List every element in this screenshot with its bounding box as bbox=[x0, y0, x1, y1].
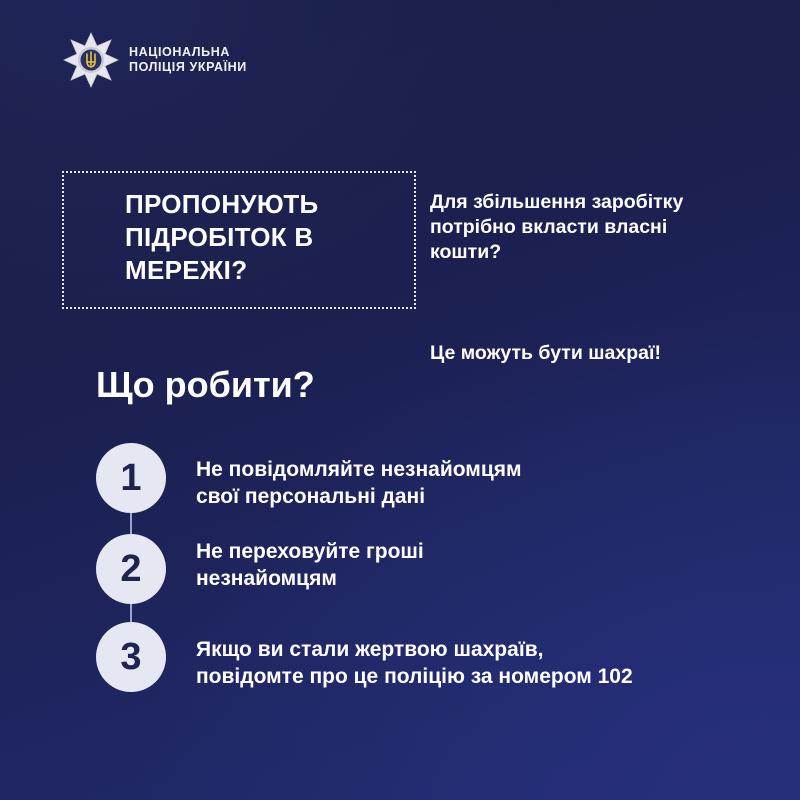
side-question-line: кошти? bbox=[430, 241, 502, 263]
step-3-line: Якщо ви стали жертвою шахраїв, bbox=[196, 638, 544, 661]
step-3-text bbox=[196, 636, 633, 690]
police-star-emblem-icon bbox=[63, 32, 119, 88]
step-1-line: Не повідомляйте незнайомцям bbox=[196, 458, 522, 481]
side-question-line: Для збільшення заробітку bbox=[430, 191, 684, 213]
side-question bbox=[430, 190, 790, 265]
step-1-line: свої персональні дані bbox=[196, 485, 426, 508]
step-2-line: незнайомцям bbox=[196, 567, 337, 590]
logo-line-2: ПОЛІЦІЯ УКРАЇНИ bbox=[129, 60, 247, 74]
step-2-circle: 2 bbox=[96, 534, 166, 604]
logo-text bbox=[129, 45, 247, 75]
step-1-circle: 1 bbox=[96, 443, 166, 513]
what-to-do-heading: Що робити? bbox=[96, 364, 315, 405]
headline-line: МЕРЕЖІ? bbox=[125, 255, 248, 285]
step-2-line: Не переховуйте гроші bbox=[196, 540, 424, 563]
logo-line-1: НАЦІОНАЛЬНА bbox=[129, 45, 230, 59]
scam-warning: Це можуть бути шахраї! bbox=[430, 342, 661, 364]
police-logo bbox=[63, 32, 247, 88]
step-1-text bbox=[196, 456, 522, 510]
step-3-circle: 3 bbox=[96, 622, 166, 692]
step-3-line: повідомте про це поліцію за номером 102 bbox=[196, 665, 633, 688]
headline-line: ПРОПОНУЮТЬ bbox=[125, 189, 319, 219]
headline bbox=[125, 188, 405, 287]
step-2-text bbox=[196, 538, 424, 592]
headline-line: ПІДРОБІТОК В bbox=[125, 222, 314, 252]
side-question-line: потрібно вкласти власні bbox=[430, 216, 668, 238]
